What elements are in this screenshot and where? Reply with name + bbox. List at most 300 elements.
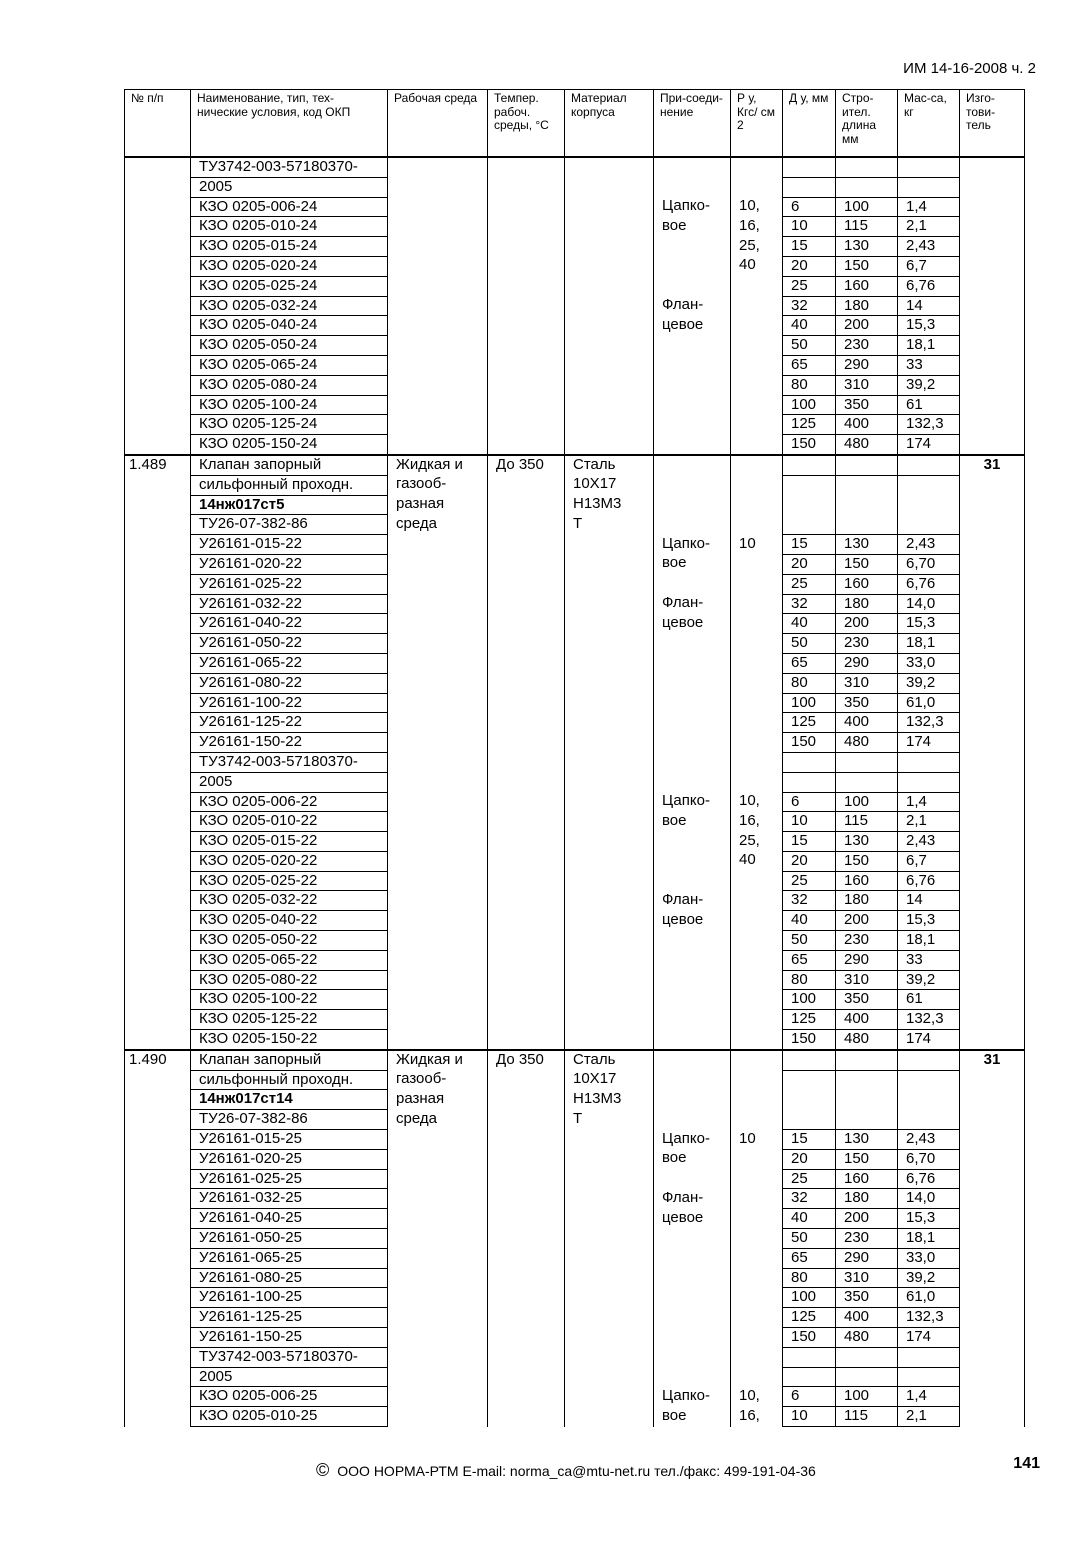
table-row <box>125 475 1025 495</box>
table-cell <box>960 554 1025 574</box>
table-cell <box>488 395 565 415</box>
table-row <box>125 832 1025 852</box>
table-cell <box>565 1189 654 1209</box>
table-cell: 15,3 <box>898 1209 960 1229</box>
table-row <box>125 634 1025 654</box>
table-cell <box>960 1229 1025 1249</box>
table-cell <box>960 931 1025 951</box>
table-cell <box>960 495 1025 515</box>
table-cell: 2005 <box>191 177 388 197</box>
table-row <box>125 495 1025 515</box>
table-cell <box>783 515 836 535</box>
table-cell <box>731 1367 783 1387</box>
table-cell <box>488 614 565 634</box>
table-cell <box>565 1248 654 1268</box>
table-cell <box>191 1090 388 1110</box>
table-cell: КЗО 0205-125-24 <box>191 415 388 435</box>
table-cell <box>654 1090 731 1110</box>
table-cell <box>125 375 191 395</box>
table-cell: 6 <box>783 1387 836 1407</box>
table-cell <box>125 554 191 574</box>
table-cell: 25 <box>783 1169 836 1189</box>
table-cell <box>125 792 191 812</box>
table-cell <box>731 931 783 951</box>
table-cell: 400 <box>836 1010 898 1030</box>
table-cell <box>654 495 731 515</box>
table-cell: Флан- <box>654 594 731 614</box>
table-cell <box>731 296 783 316</box>
table-cell: КЗО 0205-100-24 <box>191 395 388 415</box>
table-cell <box>125 336 191 356</box>
table-row <box>125 554 1025 574</box>
table-cell: 40 <box>783 614 836 634</box>
table-cell <box>488 911 565 931</box>
table-cell <box>654 634 731 654</box>
table-cell: 174 <box>898 435 960 455</box>
table-cell <box>125 653 191 673</box>
table-cell <box>125 871 191 891</box>
table-cell <box>960 1288 1025 1308</box>
table-cell <box>960 256 1025 276</box>
table-cell: 39,2 <box>898 673 960 693</box>
column-header: Д у, мм <box>783 90 836 158</box>
table-cell <box>836 752 898 772</box>
table-cell: КЗО 0205-025-22 <box>191 871 388 891</box>
table-cell <box>731 1050 783 1070</box>
table-cell: 100 <box>783 1288 836 1308</box>
table-cell <box>654 1110 731 1130</box>
table-row <box>125 1367 1025 1387</box>
table-cell <box>565 256 654 276</box>
column-header: Темпер. рабоч. среды, °С <box>488 90 565 158</box>
table-cell: 16, <box>731 1407 783 1427</box>
table-cell <box>125 316 191 336</box>
table-cell: 10Х17 <box>565 475 654 495</box>
table-cell <box>565 931 654 951</box>
table-cell: У26161-125-22 <box>191 713 388 733</box>
table-cell: У26161-050-22 <box>191 634 388 654</box>
table-cell <box>565 535 654 555</box>
table-cell: До 350 <box>488 1050 565 1070</box>
table-cell <box>125 851 191 871</box>
table-cell <box>388 673 488 693</box>
table-cell: 480 <box>836 1030 898 1050</box>
table-cell <box>960 970 1025 990</box>
table-cell <box>125 415 191 435</box>
table-cell: КЗО 0205-100-22 <box>191 990 388 1010</box>
table-cell: 14,0 <box>898 594 960 614</box>
table-cell <box>654 871 731 891</box>
table-row <box>125 653 1025 673</box>
table-cell: У26161-025-25 <box>191 1169 388 1189</box>
table-cell <box>565 157 654 177</box>
table-cell: 150 <box>783 1328 836 1348</box>
table-row <box>125 1010 1025 1030</box>
table-cell: 80 <box>783 375 836 395</box>
table-cell <box>960 1070 1025 1090</box>
table-row <box>125 415 1025 435</box>
table-cell: сильфонный проходн. <box>191 1070 388 1090</box>
table-cell <box>488 812 565 832</box>
table-cell: 65 <box>783 653 836 673</box>
table-cell <box>125 296 191 316</box>
table-cell: 32 <box>783 1189 836 1209</box>
table-cell <box>960 891 1025 911</box>
table-cell <box>654 693 731 713</box>
table-row <box>125 673 1025 693</box>
table-cell <box>731 733 783 753</box>
table-row <box>125 157 1025 177</box>
table-row <box>125 772 1025 792</box>
table-cell <box>125 395 191 415</box>
table-cell <box>488 752 565 772</box>
column-header: Мас-са, кг <box>898 90 960 158</box>
table-cell: 350 <box>836 990 898 1010</box>
table-cell <box>125 1030 191 1050</box>
table-cell: цевое <box>654 614 731 634</box>
table-cell <box>565 1328 654 1348</box>
table-cell <box>731 772 783 792</box>
table-cell <box>488 693 565 713</box>
table-cell: 16, <box>731 217 783 237</box>
table-cell: 25, <box>731 237 783 257</box>
table-cell <box>488 1209 565 1229</box>
table-cell <box>565 316 654 336</box>
table-cell: КЗО 0205-006-22 <box>191 792 388 812</box>
table-cell: 2,43 <box>898 1130 960 1150</box>
table-cell: 40 <box>731 851 783 871</box>
table-cell: 130 <box>836 535 898 555</box>
table-cell: 150 <box>836 1149 898 1169</box>
table-cell <box>488 237 565 257</box>
table-cell: 174 <box>898 1030 960 1050</box>
table-cell: КЗО 0205-032-24 <box>191 296 388 316</box>
table-cell: 16, <box>731 812 783 832</box>
table-cell <box>388 772 488 792</box>
table-cell: 1.490 <box>125 1050 191 1070</box>
table-cell: газооб- <box>388 1070 488 1090</box>
table-cell <box>125 157 191 177</box>
table-cell: 160 <box>836 871 898 891</box>
table-cell: 10 <box>731 1130 783 1150</box>
table-cell <box>731 1090 783 1110</box>
table-cell <box>731 336 783 356</box>
table-cell <box>125 1248 191 1268</box>
table-cell <box>898 157 960 177</box>
table-cell <box>488 415 565 435</box>
table-cell: У26161-080-25 <box>191 1268 388 1288</box>
table-cell <box>388 713 488 733</box>
table-cell <box>960 1010 1025 1030</box>
table-cell <box>565 673 654 693</box>
table-cell: КЗО 0205-080-24 <box>191 375 388 395</box>
table-cell: 125 <box>783 415 836 435</box>
table-cell <box>125 594 191 614</box>
table-cell <box>388 435 488 455</box>
table-row <box>125 950 1025 970</box>
table-cell <box>654 752 731 772</box>
table-cell <box>388 1169 488 1189</box>
table-cell <box>654 931 731 951</box>
table-cell <box>731 1248 783 1268</box>
table-row <box>125 812 1025 832</box>
table-row <box>125 733 1025 753</box>
table-cell <box>654 1010 731 1030</box>
table-cell <box>488 990 565 1010</box>
table-cell <box>960 1110 1025 1130</box>
table-row <box>125 931 1025 951</box>
table-cell: Цапко- <box>654 792 731 812</box>
table-cell <box>731 752 783 772</box>
table-cell: 400 <box>836 1308 898 1328</box>
table-cell <box>731 455 783 475</box>
table-cell <box>731 1328 783 1348</box>
table-cell: 1.489 <box>125 455 191 475</box>
table-cell <box>125 1130 191 1150</box>
table-cell <box>565 336 654 356</box>
column-header: Изго-тови-тель <box>960 90 1025 158</box>
table-cell: У26161-065-22 <box>191 653 388 673</box>
table-cell <box>488 435 565 455</box>
table-row <box>125 1149 1025 1169</box>
table-cell <box>654 1347 731 1367</box>
table-cell <box>488 1288 565 1308</box>
table-cell: Сталь <box>565 1050 654 1070</box>
table-cell: Цапко- <box>654 535 731 555</box>
table-cell <box>565 1169 654 1189</box>
table-cell <box>125 1110 191 1130</box>
table-cell: 18,1 <box>898 336 960 356</box>
table-cell: 2005 <box>191 1367 388 1387</box>
table-cell <box>654 375 731 395</box>
table-cell: 2,43 <box>898 237 960 257</box>
table-cell: 10 <box>731 535 783 555</box>
table-cell <box>565 276 654 296</box>
table-cell: У26161-150-25 <box>191 1328 388 1348</box>
table-cell <box>488 574 565 594</box>
table-cell <box>388 1288 488 1308</box>
table-cell: 25 <box>783 276 836 296</box>
table-cell: 115 <box>836 1407 898 1427</box>
table-cell: КЗО 0205-006-24 <box>191 197 388 217</box>
table-row <box>125 752 1025 772</box>
table-cell <box>731 554 783 574</box>
table-cell <box>565 1149 654 1169</box>
table-cell: разная <box>388 495 488 515</box>
table-cell: 150 <box>836 851 898 871</box>
table-cell: 31 <box>960 1050 1025 1070</box>
table-cell <box>731 316 783 336</box>
table-cell <box>125 970 191 990</box>
table-cell <box>960 772 1025 792</box>
table-row <box>125 316 1025 336</box>
table-cell: 14 <box>898 296 960 316</box>
table-cell: Цапко- <box>654 1130 731 1150</box>
table-cell <box>125 693 191 713</box>
table-row <box>125 395 1025 415</box>
table-cell: цевое <box>654 1209 731 1229</box>
table-cell <box>388 1407 488 1427</box>
table-cell <box>654 237 731 257</box>
table-cell <box>565 574 654 594</box>
table-cell <box>488 1090 565 1110</box>
table-cell: 18,1 <box>898 634 960 654</box>
table-cell: 33,0 <box>898 1248 960 1268</box>
table-cell <box>960 733 1025 753</box>
column-header: Стро-ител. длина мм <box>836 90 898 158</box>
table-cell <box>565 752 654 772</box>
table-cell <box>654 832 731 852</box>
table-cell <box>125 1387 191 1407</box>
table-cell <box>654 1169 731 1189</box>
table-row <box>125 375 1025 395</box>
table-cell <box>125 634 191 654</box>
table-row <box>125 1229 1025 1249</box>
table-cell <box>388 693 488 713</box>
table-cell <box>783 1367 836 1387</box>
table-row <box>125 614 1025 634</box>
table-row <box>125 1110 1025 1130</box>
table-cell: 18,1 <box>898 931 960 951</box>
table-cell: 15 <box>783 1130 836 1150</box>
table-cell <box>488 1030 565 1050</box>
table-cell: У26161-020-25 <box>191 1149 388 1169</box>
table-cell: вое <box>654 217 731 237</box>
table-row <box>125 435 1025 455</box>
table-cell <box>898 1347 960 1367</box>
table-cell <box>960 177 1025 197</box>
table-row <box>125 1050 1025 1070</box>
table-cell: У26161-040-25 <box>191 1209 388 1229</box>
table-cell <box>488 653 565 673</box>
table-cell <box>731 594 783 614</box>
table-cell: 100 <box>783 693 836 713</box>
table-cell: 200 <box>836 614 898 634</box>
table-cell <box>654 1288 731 1308</box>
table-cell: 15 <box>783 535 836 555</box>
table-cell: КЗО 0205-010-25 <box>191 1407 388 1427</box>
table-cell <box>488 891 565 911</box>
table-cell: 25, <box>731 832 783 852</box>
table-cell <box>565 832 654 852</box>
table-cell <box>654 1229 731 1249</box>
table-cell <box>125 713 191 733</box>
table-cell <box>960 515 1025 535</box>
table-cell <box>388 1387 488 1407</box>
table-cell: 132,3 <box>898 1308 960 1328</box>
table-cell <box>565 911 654 931</box>
table-cell <box>960 950 1025 970</box>
table-cell: 39,2 <box>898 375 960 395</box>
table-cell <box>898 495 960 515</box>
table-cell <box>731 515 783 535</box>
table-cell <box>836 177 898 197</box>
table-cell <box>125 1268 191 1288</box>
table-cell <box>388 634 488 654</box>
table-cell <box>488 1149 565 1169</box>
table-cell <box>783 752 836 772</box>
table-cell: У26161-080-22 <box>191 673 388 693</box>
table-cell: У26161-015-25 <box>191 1130 388 1150</box>
table-cell <box>898 752 960 772</box>
table-cell: 20 <box>783 851 836 871</box>
table-cell <box>960 832 1025 852</box>
table-row <box>125 336 1025 356</box>
table-cell <box>731 990 783 1010</box>
table-cell: 6,70 <box>898 554 960 574</box>
table-cell: 80 <box>783 970 836 990</box>
table-cell: 40 <box>783 911 836 931</box>
table-cell <box>731 614 783 634</box>
table-cell: 290 <box>836 355 898 375</box>
table-cell <box>960 574 1025 594</box>
table-cell <box>731 157 783 177</box>
model-code: 14нж017ст14 <box>199 1090 293 1108</box>
table-cell <box>960 415 1025 435</box>
table-cell: вое <box>654 812 731 832</box>
table-cell <box>388 871 488 891</box>
table-cell: 50 <box>783 1229 836 1249</box>
table-cell <box>898 1070 960 1090</box>
table-cell <box>654 1367 731 1387</box>
table-cell <box>565 395 654 415</box>
table-row <box>125 355 1025 375</box>
table-cell <box>960 911 1025 931</box>
table-cell <box>783 1090 836 1110</box>
table-cell <box>960 1030 1025 1050</box>
table-cell <box>488 713 565 733</box>
table-cell: КЗО 0205-040-22 <box>191 911 388 931</box>
table-row <box>125 792 1025 812</box>
table-cell <box>565 812 654 832</box>
table-cell: 180 <box>836 296 898 316</box>
table-cell: 150 <box>783 435 836 455</box>
table-body <box>125 157 1025 1427</box>
table-cell: 10 <box>783 1407 836 1427</box>
table-cell <box>388 733 488 753</box>
table-cell <box>565 217 654 237</box>
table-cell <box>731 435 783 455</box>
table-cell <box>960 1090 1025 1110</box>
table-cell <box>898 455 960 475</box>
table-cell: 6,76 <box>898 276 960 296</box>
table-cell <box>388 1367 488 1387</box>
table-cell <box>836 495 898 515</box>
table-cell: 100 <box>836 792 898 812</box>
table-cell <box>388 336 488 356</box>
table-cell <box>125 1149 191 1169</box>
table-cell: У26161-032-22 <box>191 594 388 614</box>
table-cell <box>654 336 731 356</box>
table-cell <box>731 1308 783 1328</box>
table-cell <box>565 1367 654 1387</box>
table-cell: 18,1 <box>898 1229 960 1249</box>
table-cell <box>960 276 1025 296</box>
table-cell <box>783 177 836 197</box>
table-cell <box>654 653 731 673</box>
table-cell <box>388 851 488 871</box>
table-cell <box>731 713 783 733</box>
table-cell <box>960 653 1025 673</box>
table-cell <box>388 990 488 1010</box>
table-cell: 14,0 <box>898 1189 960 1209</box>
table-cell <box>388 574 488 594</box>
table-cell <box>125 1407 191 1427</box>
table-cell <box>836 1367 898 1387</box>
table-row <box>125 515 1025 535</box>
table-cell <box>388 316 488 336</box>
table-cell <box>960 1308 1025 1328</box>
